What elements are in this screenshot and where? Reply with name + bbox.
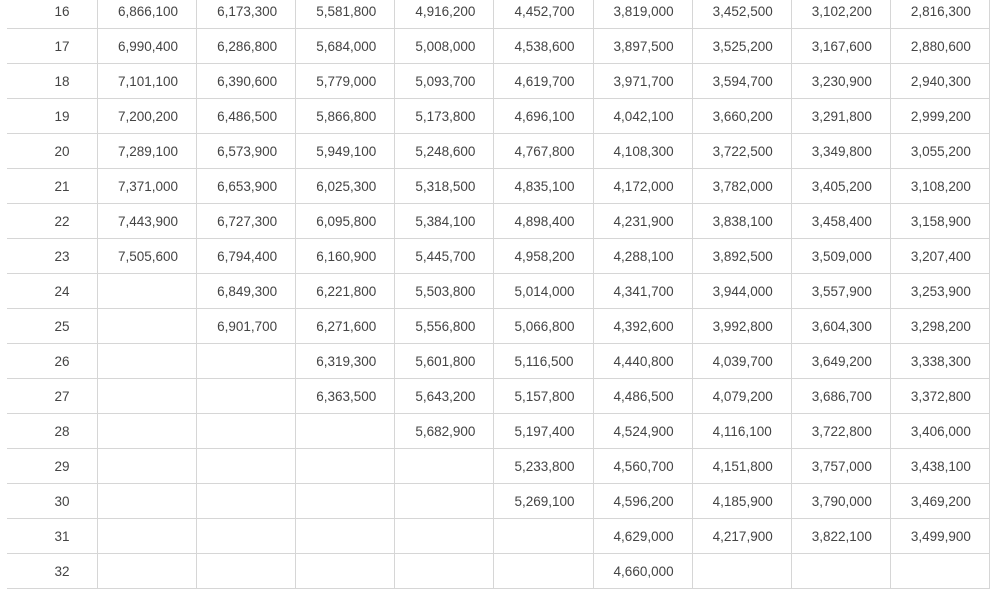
amount-cell: 6,160,900 [296, 239, 395, 274]
amount-cell: 4,217,900 [692, 519, 791, 554]
amount-cell: 2,940,300 [890, 64, 989, 99]
amount-cell: 3,298,200 [890, 309, 989, 344]
amount-cell: 3,102,200 [791, 0, 890, 29]
table-row [7, 169, 990, 204]
amount-cell: 5,949,100 [296, 134, 395, 169]
row-level-cell: 31 [7, 519, 98, 554]
amount-cell: 4,452,700 [494, 0, 593, 29]
table-row [7, 99, 990, 134]
amount-cell: 4,619,700 [494, 64, 593, 99]
amount-cell: 3,509,000 [791, 239, 890, 274]
amount-cell: 4,524,900 [593, 414, 692, 449]
amount-cell: 6,221,800 [296, 274, 395, 309]
amount-cell: 3,406,000 [890, 414, 989, 449]
amount-cell [197, 484, 296, 519]
amount-cell: 3,790,000 [791, 484, 890, 519]
amount-cell: 2,816,300 [890, 0, 989, 29]
amount-cell: 5,116,500 [494, 344, 593, 379]
row-level-cell: 23 [7, 239, 98, 274]
amount-cell: 6,573,900 [197, 134, 296, 169]
amount-cell [98, 484, 197, 519]
amount-cell [692, 554, 791, 589]
amount-cell: 4,079,200 [692, 379, 791, 414]
amount-cell: 5,384,100 [395, 204, 494, 239]
amount-cell: 3,338,300 [890, 344, 989, 379]
amount-cell [494, 519, 593, 554]
amount-cell [494, 554, 593, 589]
amount-cell: 3,757,000 [791, 449, 890, 484]
amount-cell [395, 554, 494, 589]
amount-cell [395, 449, 494, 484]
amount-cell: 6,173,300 [197, 0, 296, 29]
amount-cell: 3,230,900 [791, 64, 890, 99]
amount-cell: 7,443,900 [98, 204, 197, 239]
amount-cell: 5,233,800 [494, 449, 593, 484]
amount-cell: 6,990,400 [98, 29, 197, 64]
amount-cell: 4,392,600 [593, 309, 692, 344]
amount-cell [98, 379, 197, 414]
amount-cell: 5,269,100 [494, 484, 593, 519]
amount-cell: 7,371,000 [98, 169, 197, 204]
amount-cell: 5,866,800 [296, 99, 395, 134]
amount-cell: 4,231,900 [593, 204, 692, 239]
amount-cell: 4,835,100 [494, 169, 593, 204]
amount-cell [791, 554, 890, 589]
amount-cell: 3,604,300 [791, 309, 890, 344]
amount-cell: 6,390,600 [197, 64, 296, 99]
amount-cell: 7,101,100 [98, 64, 197, 99]
amount-cell: 3,108,200 [890, 169, 989, 204]
amount-cell: 3,892,500 [692, 239, 791, 274]
amount-cell: 4,767,800 [494, 134, 593, 169]
table-row [7, 239, 990, 274]
amount-cell: 4,172,000 [593, 169, 692, 204]
amount-cell: 5,682,900 [395, 414, 494, 449]
amount-cell [98, 274, 197, 309]
row-level-cell: 32 [7, 554, 98, 589]
row-level-cell: 21 [7, 169, 98, 204]
table-row [7, 29, 990, 64]
amount-cell [395, 519, 494, 554]
row-level-cell: 30 [7, 484, 98, 519]
row-level-cell: 19 [7, 99, 98, 134]
amount-cell: 6,025,300 [296, 169, 395, 204]
table-row [7, 449, 990, 484]
amount-cell: 4,440,800 [593, 344, 692, 379]
amount-cell: 3,253,900 [890, 274, 989, 309]
amount-cell: 5,556,800 [395, 309, 494, 344]
amount-cell: 7,289,100 [98, 134, 197, 169]
amount-cell [296, 449, 395, 484]
amount-cell: 3,782,000 [692, 169, 791, 204]
amount-cell: 3,686,700 [791, 379, 890, 414]
amount-cell: 5,643,200 [395, 379, 494, 414]
table-row [7, 519, 990, 554]
amount-cell: 4,151,800 [692, 449, 791, 484]
amount-cell: 4,486,500 [593, 379, 692, 414]
amount-cell: 2,999,200 [890, 99, 989, 134]
amount-cell: 7,505,600 [98, 239, 197, 274]
amount-cell [296, 519, 395, 554]
table-row [7, 134, 990, 169]
amount-cell: 4,108,300 [593, 134, 692, 169]
row-level-cell: 29 [7, 449, 98, 484]
table-row [7, 309, 990, 344]
row-level-cell: 28 [7, 414, 98, 449]
row-level-cell: 26 [7, 344, 98, 379]
amount-cell: 3,594,700 [692, 64, 791, 99]
amount-cell: 4,958,200 [494, 239, 593, 274]
amount-cell [296, 484, 395, 519]
amount-cell: 6,794,400 [197, 239, 296, 274]
amount-cell [98, 344, 197, 379]
amount-cell [395, 484, 494, 519]
amount-cell: 3,458,400 [791, 204, 890, 239]
amount-cell: 5,008,000 [395, 29, 494, 64]
amount-cell: 4,560,700 [593, 449, 692, 484]
amount-cell: 4,341,700 [593, 274, 692, 309]
amount-cell [197, 554, 296, 589]
table-row [7, 64, 990, 99]
amount-cell: 6,363,500 [296, 379, 395, 414]
amount-cell: 5,197,400 [494, 414, 593, 449]
salary-table [7, 0, 990, 589]
amount-cell [197, 449, 296, 484]
row-level-cell: 17 [7, 29, 98, 64]
amount-cell: 5,601,800 [395, 344, 494, 379]
amount-cell: 5,093,700 [395, 64, 494, 99]
amount-cell: 3,722,500 [692, 134, 791, 169]
amount-cell: 4,898,400 [494, 204, 593, 239]
amount-cell: 5,445,700 [395, 239, 494, 274]
amount-cell: 6,727,300 [197, 204, 296, 239]
amount-cell [98, 449, 197, 484]
row-level-cell: 16 [7, 0, 98, 29]
row-level-cell: 22 [7, 204, 98, 239]
amount-cell [296, 414, 395, 449]
amount-cell: 3,158,900 [890, 204, 989, 239]
amount-cell: 6,849,300 [197, 274, 296, 309]
amount-cell: 3,822,100 [791, 519, 890, 554]
amount-cell: 3,452,500 [692, 0, 791, 29]
amount-cell: 3,557,900 [791, 274, 890, 309]
amount-cell: 4,288,100 [593, 239, 692, 274]
amount-cell: 6,095,800 [296, 204, 395, 239]
amount-cell: 3,971,700 [593, 64, 692, 99]
amount-cell [98, 414, 197, 449]
amount-cell [98, 519, 197, 554]
amount-cell: 7,200,200 [98, 99, 197, 134]
amount-cell: 6,486,500 [197, 99, 296, 134]
amount-cell: 6,901,700 [197, 309, 296, 344]
amount-cell: 3,722,800 [791, 414, 890, 449]
amount-cell: 5,318,500 [395, 169, 494, 204]
table-row [7, 484, 990, 519]
amount-cell [197, 344, 296, 379]
row-level-cell: 25 [7, 309, 98, 344]
table-row [7, 554, 990, 589]
amount-cell: 5,157,800 [494, 379, 593, 414]
amount-cell: 5,173,800 [395, 99, 494, 134]
amount-cell: 4,185,900 [692, 484, 791, 519]
amount-cell: 3,819,000 [593, 0, 692, 29]
table-row [7, 274, 990, 309]
amount-cell: 3,525,200 [692, 29, 791, 64]
table-row [7, 344, 990, 379]
amount-cell: 3,660,200 [692, 99, 791, 134]
table-row [7, 0, 990, 29]
salary-table-body [7, 0, 990, 589]
amount-cell: 3,838,100 [692, 204, 791, 239]
amount-cell: 4,660,000 [593, 554, 692, 589]
amount-cell: 3,438,100 [890, 449, 989, 484]
amount-cell: 3,469,200 [890, 484, 989, 519]
row-level-cell: 18 [7, 64, 98, 99]
amount-cell: 4,042,100 [593, 99, 692, 134]
table-row [7, 204, 990, 239]
row-level-cell: 27 [7, 379, 98, 414]
amount-cell: 3,405,200 [791, 169, 890, 204]
amount-cell: 6,866,100 [98, 0, 197, 29]
amount-cell: 3,897,500 [593, 29, 692, 64]
amount-cell: 5,014,000 [494, 274, 593, 309]
amount-cell: 3,167,600 [791, 29, 890, 64]
amount-cell: 3,372,800 [890, 379, 989, 414]
amount-cell: 4,116,100 [692, 414, 791, 449]
amount-cell [296, 554, 395, 589]
amount-cell: 2,880,600 [890, 29, 989, 64]
amount-cell: 5,581,800 [296, 0, 395, 29]
amount-cell [197, 414, 296, 449]
amount-cell: 4,916,200 [395, 0, 494, 29]
row-level-cell: 24 [7, 274, 98, 309]
amount-cell: 4,039,700 [692, 344, 791, 379]
amount-cell: 6,271,600 [296, 309, 395, 344]
amount-cell [98, 309, 197, 344]
amount-cell: 6,653,900 [197, 169, 296, 204]
amount-cell [197, 379, 296, 414]
table-row [7, 379, 990, 414]
table-row [7, 414, 990, 449]
amount-cell: 5,248,600 [395, 134, 494, 169]
amount-cell [98, 554, 197, 589]
amount-cell: 3,055,200 [890, 134, 989, 169]
amount-cell [890, 554, 989, 589]
amount-cell: 3,291,800 [791, 99, 890, 134]
amount-cell: 3,207,400 [890, 239, 989, 274]
amount-cell: 4,629,000 [593, 519, 692, 554]
amount-cell [197, 519, 296, 554]
amount-cell: 3,349,800 [791, 134, 890, 169]
amount-cell: 5,066,800 [494, 309, 593, 344]
amount-cell: 5,503,800 [395, 274, 494, 309]
amount-cell: 4,538,600 [494, 29, 593, 64]
amount-cell: 3,649,200 [791, 344, 890, 379]
amount-cell: 5,779,000 [296, 64, 395, 99]
salary-table-container [7, 0, 997, 589]
row-level-cell: 20 [7, 134, 98, 169]
amount-cell: 6,319,300 [296, 344, 395, 379]
amount-cell: 3,944,000 [692, 274, 791, 309]
amount-cell: 4,596,200 [593, 484, 692, 519]
amount-cell: 6,286,800 [197, 29, 296, 64]
amount-cell: 3,499,900 [890, 519, 989, 554]
amount-cell: 4,696,100 [494, 99, 593, 134]
amount-cell: 5,684,000 [296, 29, 395, 64]
amount-cell: 3,992,800 [692, 309, 791, 344]
